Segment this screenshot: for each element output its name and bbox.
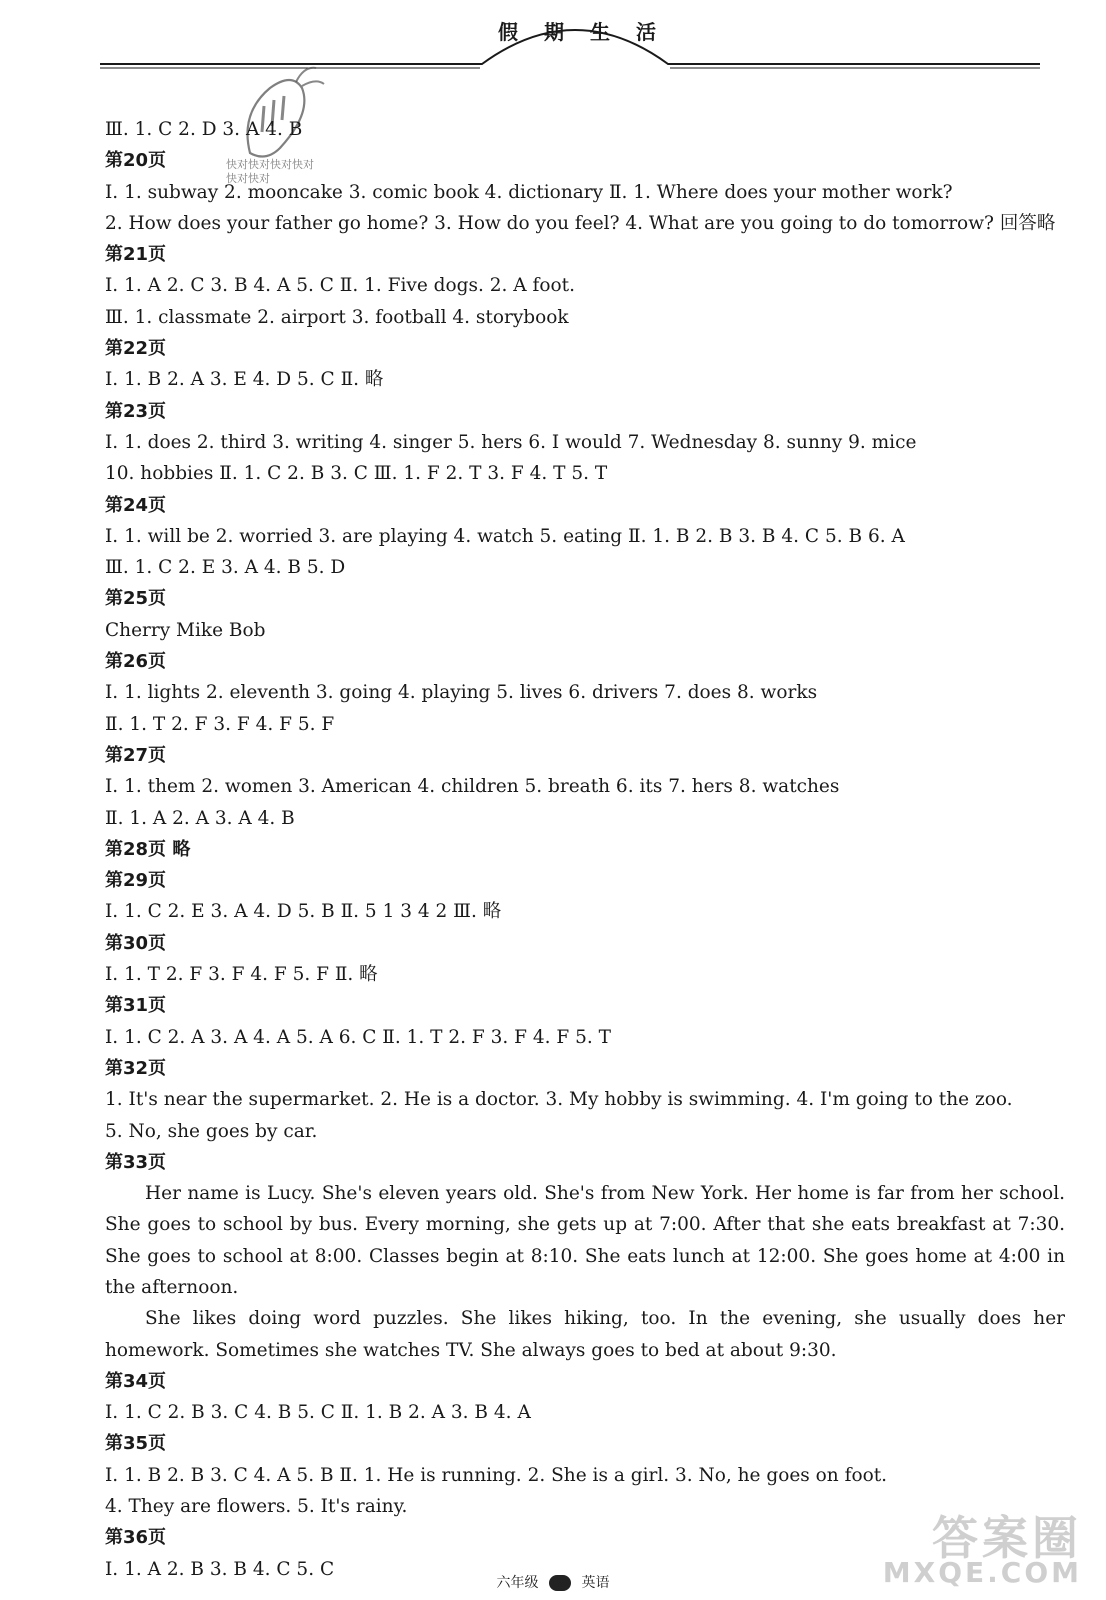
answer-line: Ⅰ. 1. C 2. B 3. C 4. B 5. C Ⅱ. 1. B 2. A 3. B 4. A — [105, 1402, 531, 1424]
answer-line: Cherry Mike Bob — [105, 619, 266, 641]
page-heading: 第27页 — [105, 744, 167, 766]
page-heading: 第36页 — [105, 1527, 167, 1549]
page-heading: 第26页 — [105, 651, 167, 673]
watermark-main: 答案圈 — [932, 1511, 1082, 1565]
answer-line: Ⅰ. 1. will be 2. worried 3. are playing 4. watch 5. eating Ⅱ. 1. B 2. B 3. B 4. C 5. B 6. A — [105, 525, 905, 547]
answer-line: Ⅰ. 1. A 2. B 3. B 4. C 5. C — [105, 1558, 335, 1580]
answer-line: Ⅰ. 1. C 2. A 3. A 4. A 5. A 6. C Ⅱ. 1. T 2. F 3. F 4. F 5. T — [105, 1026, 611, 1048]
header-arch-line — [0, 0, 1106, 90]
page-heading: 第32页 — [105, 1057, 167, 1079]
answer-line: Ⅲ. 1. classmate 2. airport 3. football 4. storybook — [105, 306, 569, 328]
answer-line: 4. They are flowers. 5. It's rainy. — [105, 1496, 408, 1518]
page-heading: 第25页 — [105, 588, 167, 610]
watermark-sub: MXQE.COM — [882, 1556, 1082, 1589]
page-heading: 第34页 — [105, 1370, 167, 1392]
header-title: 假期生活 — [498, 20, 682, 44]
answer-paragraph: Her name is Lucy. She's eleven years old. She's from New York. Her home is far from her school. She goes to school by bus. Every morning, she gets up at 7:00. After that she eats breakfast at 7:30. She goes to school at 8:00. Classes begin at 8:10. She eats lunch at 12:00. She goes home at 4:00 in the afternoon. — [105, 1183, 1065, 1298]
answer-line: Ⅰ. 1. B 2. B 3. C 4. A 5. B Ⅱ. 1. He is running. 2. She is a girl. 3. No, he goes on foot. — [105, 1464, 888, 1486]
page-heading: 第29页 — [105, 870, 167, 892]
answer-line: Ⅲ. 1. C 2. E 3. A 4. B 5. D — [105, 557, 346, 579]
page-heading: 第22页 — [105, 338, 167, 360]
page-heading: 第20页 — [105, 150, 167, 172]
page-number-badge — [549, 1575, 571, 1591]
answer-line: Ⅰ. 1. them 2. women 3. American 4. children 5. breath 6. its 7. hers 8. watches — [105, 776, 840, 798]
answer-line: Ⅰ. 1. subway 2. mooncake 3. comic book 4. dictionary Ⅱ. 1. Where does your mother work? — [105, 181, 953, 203]
answer-paragraph: She likes doing word puzzles. She likes hiking, too. In the evening, she usually does her homework. Sometimes she watches TV. She always goes to bed at about 9:30. — [105, 1308, 1065, 1361]
page-heading: 第31页 — [105, 995, 167, 1017]
answer-line: 1. It's near the supermarket. 2. He is a doctor. 3. My hobby is swimming. 4. I'm going to the zoo. — [105, 1089, 1013, 1111]
page-heading: 第24页 — [105, 494, 167, 516]
answer-line: Ⅰ. 1. B 2. A 3. E 4. D 5. C Ⅱ. 略 — [105, 369, 384, 391]
page-heading: 第23页 — [105, 400, 167, 422]
page-heading: 第21页 — [105, 244, 167, 266]
page-heading: 第30页 — [105, 932, 167, 954]
answer-line: Ⅰ. 1. C 2. E 3. A 4. D 5. B Ⅱ. 5 1 3 4 2 Ⅲ. 略 — [105, 901, 502, 923]
answer-line: Ⅱ. 1. T 2. F 3. F 4. F 5. F — [105, 713, 335, 735]
answer-line: Ⅱ. 1. A 2. A 3. A 4. B — [105, 807, 295, 829]
footer-grade: 六年级 — [496, 1575, 539, 1591]
page-footer — [0, 1572, 1106, 1592]
answer-line: Ⅰ. 1. lights 2. eleventh 3. going 4. playing 5. lives 6. drivers 7. does 8. works — [105, 682, 818, 704]
answer-line: 10. hobbies Ⅱ. 1. C 2. B 3. C Ⅲ. 1. F 2. T 3. F 4. T 5. T — [105, 463, 608, 485]
answer-line: Ⅲ. 1. C 2. D 3. A 4. B — [105, 119, 303, 140]
page-heading: 第35页 — [105, 1433, 167, 1455]
page-heading: 第33页 — [105, 1151, 167, 1173]
answer-line: 5. No, she goes by car. — [105, 1120, 318, 1142]
answer-line: Ⅰ. 1. does 2. third 3. writing 4. singer 5. hers 6. I would 7. Wednesday 8. sunny 9. mice — [105, 431, 917, 453]
page-header — [0, 0, 1106, 90]
stamp-text: 快对快对快对快对快对快对 — [226, 158, 314, 185]
answer-line: Ⅰ. 1. T 2. F 3. F 4. F 5. F Ⅱ. 略 — [105, 964, 378, 986]
page-heading: 第28页 略 — [105, 838, 191, 860]
footer-subject: 英语 — [581, 1575, 610, 1591]
answer-content — [105, 114, 1065, 1585]
answer-line: Ⅰ. 1. A 2. C 3. B 4. A 5. C Ⅱ. 1. Five dogs. 2. A foot. — [105, 275, 575, 297]
answer-line: 2. How does your father go home? 3. How do you feel? 4. What are you going to do tomorrow? 回答略 — [105, 212, 1056, 234]
